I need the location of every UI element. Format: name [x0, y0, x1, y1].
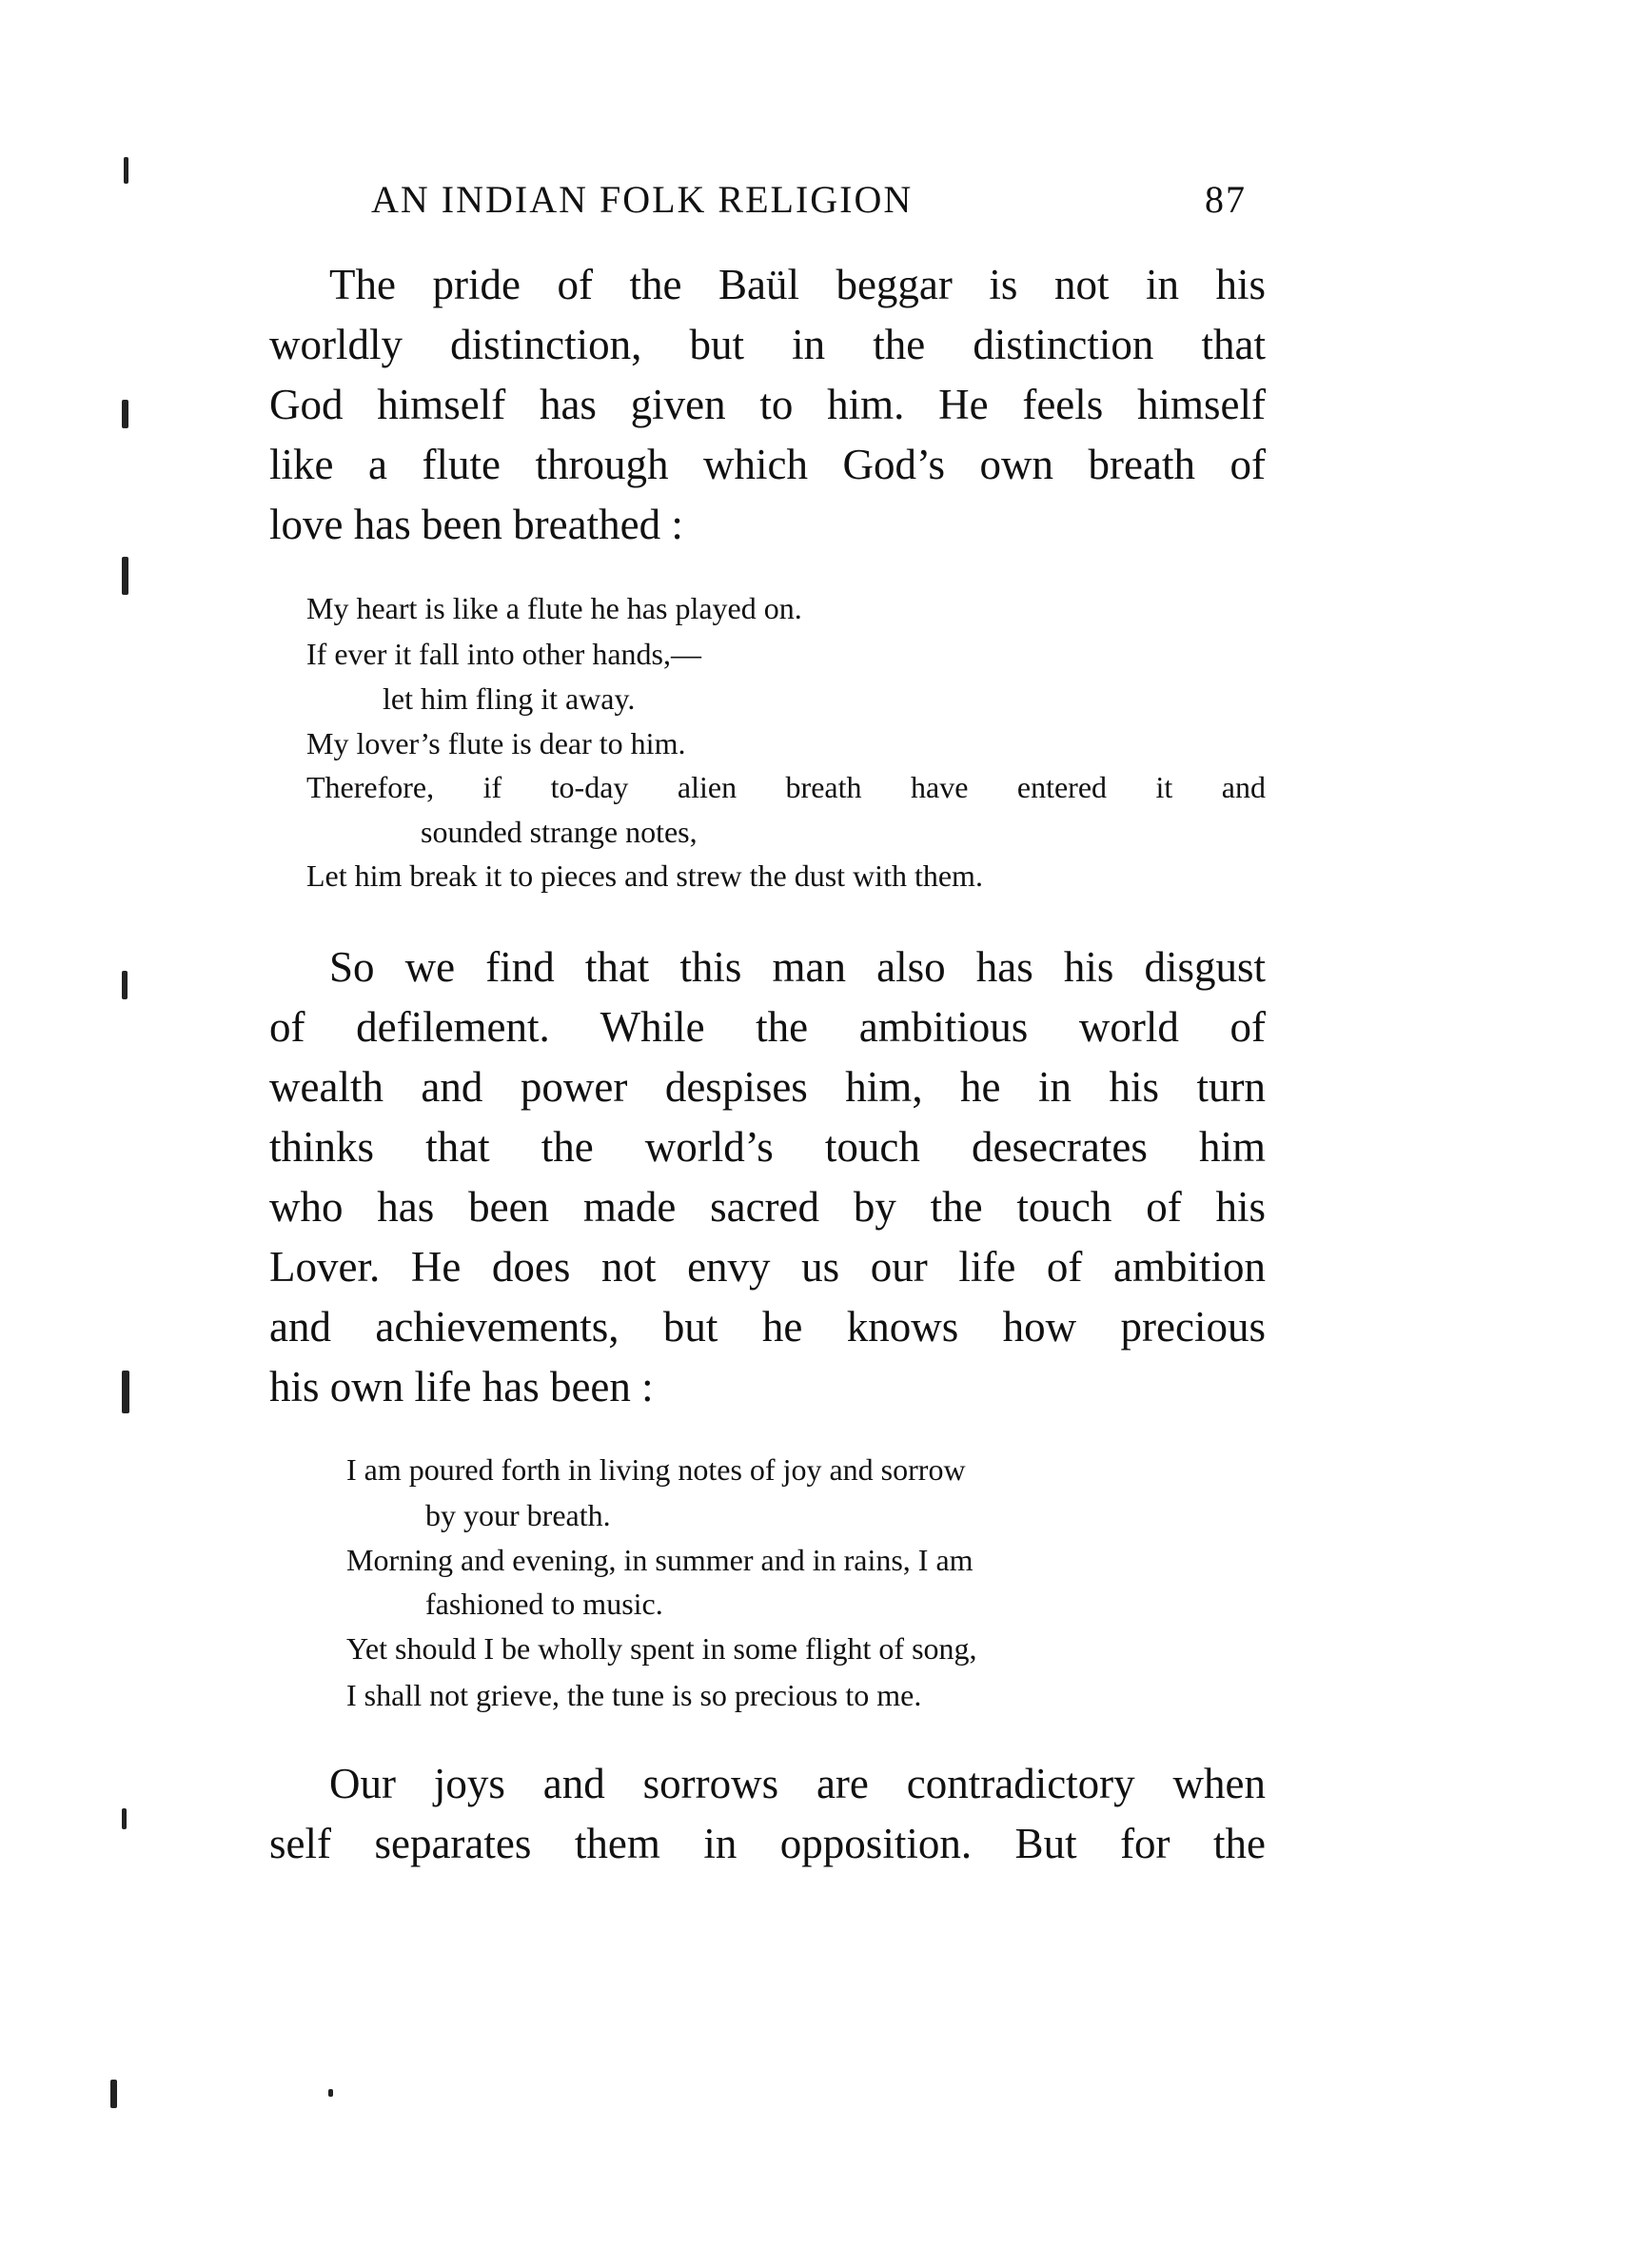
text-line: love has been breathed : — [269, 501, 683, 548]
text-line: God himself has given to him. He feels himself — [269, 381, 1266, 428]
scan-mark — [122, 400, 128, 428]
verse-line: Yet should I be wholly spent in some flight of song, — [346, 1631, 977, 1666]
verse-line: I am poured forth in living notes of joy and sorrow — [346, 1452, 966, 1487]
verse-line: Morning and evening, in summer and in rains, I am — [346, 1543, 974, 1577]
text-line: The pride of the Baül beggar is not in his — [329, 261, 1266, 308]
text-line: of defilement. While the ambitious world of — [269, 1003, 1266, 1051]
text-line: Our joys and sorrows are contradictory when — [329, 1760, 1266, 1807]
verse-line: My lover’s flute is dear to him. — [306, 726, 686, 760]
running-head: AN INDIAN FOLK RELIGION — [371, 178, 914, 221]
verse-line: by your breath. — [425, 1498, 611, 1532]
scan-mark — [328, 2089, 333, 2097]
verse-line: Therefore, if to-day alien breath have entered it and — [306, 770, 1266, 804]
text-line: wealth and power despises him, he in his turn — [269, 1063, 1266, 1111]
text-line: self separates them in opposition. But for the — [269, 1820, 1266, 1867]
verse-line: I shall not grieve, the tune is so precious to me. — [346, 1678, 922, 1712]
verse-line: fashioned to music. — [425, 1587, 663, 1621]
verse-line: sounded strange notes, — [421, 815, 698, 849]
verse-line: Let him break it to pieces and strew the dust with them. — [306, 858, 983, 893]
text-line: and achievements, but he knows how precious — [269, 1303, 1266, 1351]
text-line: thinks that the world’s touch desecrates him — [269, 1123, 1266, 1171]
text-line: worldly distinction, but in the distinction that — [269, 321, 1266, 368]
text-line: who has been made sacred by the touch of his — [269, 1183, 1266, 1231]
page-number: 87 — [1205, 178, 1247, 221]
verse-line: If ever it fall into other hands,— — [306, 637, 701, 671]
text-line: his own life has been : — [269, 1363, 654, 1411]
scan-mark — [110, 2080, 117, 2108]
scan-mark — [122, 557, 128, 595]
verse-line: let him fling it away. — [383, 681, 636, 716]
text-line: Lover. He does not envy us our life of ambition — [269, 1243, 1266, 1291]
scan-mark — [122, 971, 128, 999]
scan-mark — [122, 1371, 129, 1413]
text-line: So we find that this man also has his disgust — [329, 943, 1266, 991]
scan-mark — [124, 157, 128, 184]
scan-mark — [122, 1808, 127, 1829]
text-line: like a flute through which God’s own breath of — [269, 441, 1266, 488]
verse-line: My heart is like a flute he has played on. — [306, 591, 802, 625]
